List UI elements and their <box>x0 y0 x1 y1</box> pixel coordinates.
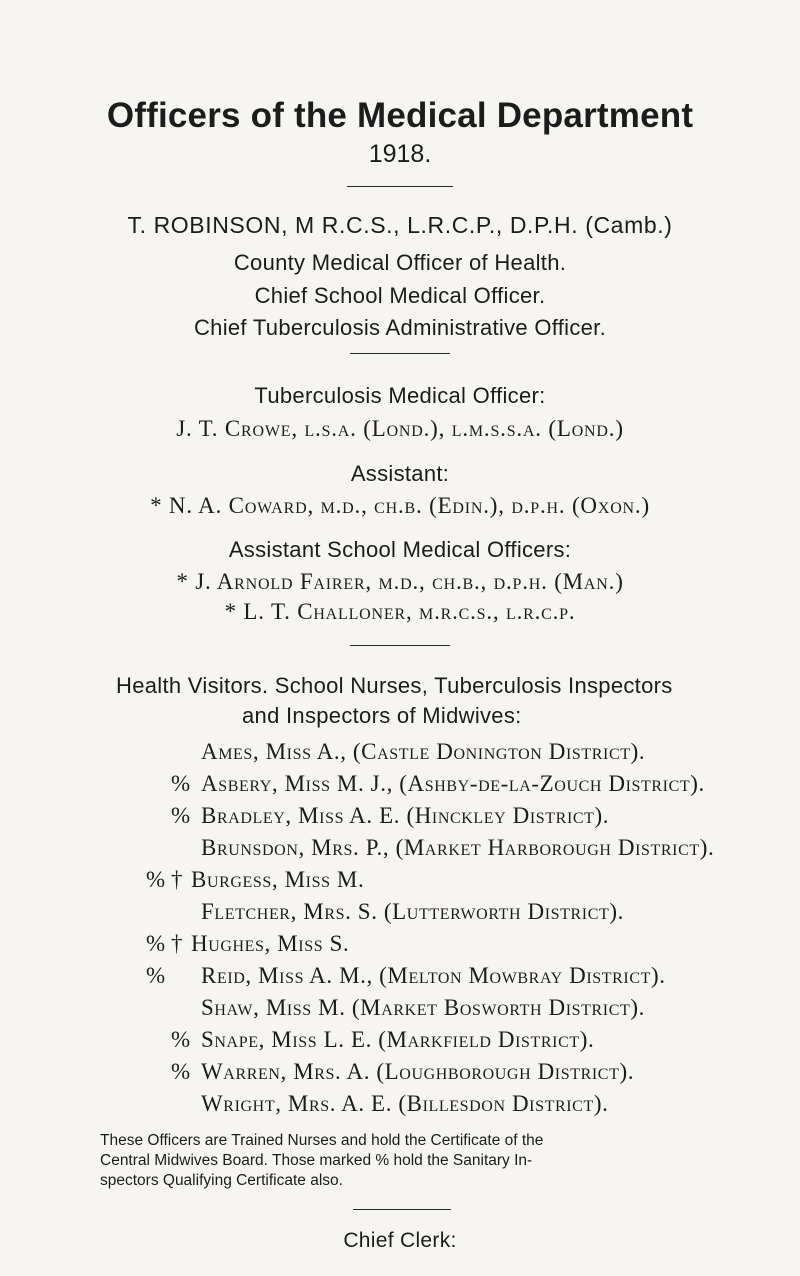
list-item-name: Shaw, Miss M. (Market Bosworth District). <box>201 995 645 1020</box>
note-line: Central Midwives Board. Those marked % hold the Sanitary In- <box>100 1152 533 1169</box>
page-title: Officers of the Medical Department <box>106 96 694 135</box>
chief-officer-role: County Medical Officer of Health. <box>233 250 567 275</box>
list-item-name: Bradley, Miss A. E. (Hinckley District). <box>201 803 610 828</box>
note-line: These Officers are Trained Nurses and hold the Certificate of the <box>100 1132 544 1149</box>
chief-officer-name: T. ROBINSON, M R.C.S., L.R.C.P., D.P.H. (Camb.) <box>127 212 673 238</box>
list-item-mark: % † <box>146 867 183 892</box>
list-item-mark: % <box>171 1059 191 1084</box>
list-item-name: Hughes, Miss S. <box>191 931 350 956</box>
divider <box>347 186 453 187</box>
list-item-mark: % <box>171 803 191 828</box>
list-item-name: Reid, Miss A. M., (Melton Mowbray District). <box>201 963 666 988</box>
list-item-name: Warren, Mrs. A. (Loughborough District). <box>201 1059 635 1084</box>
list-item-mark: % <box>171 771 191 796</box>
tb-officer-name: J. T. Crowe, l.s.a. (Lond.), l.m.s.s.a. (Lond.) <box>176 416 624 441</box>
health-visitors-heading: and Inspectors of Midwives: <box>242 703 522 728</box>
list-item-name: Snape, Miss L. E. (Markfield District). <box>201 1027 595 1052</box>
chief-officer-role: Chief Tuberculosis Administrative Officer. <box>193 315 607 340</box>
chief-clerk-heading: Chief Clerk: <box>343 1229 457 1252</box>
health-visitors-heading: Health Visitors. School Nurses, Tuberculosis Inspectors <box>116 673 673 698</box>
chief-officer-role: Chief School Medical Officer. <box>254 283 546 308</box>
list-item-name: Ames, Miss A., (Castle Donington District). <box>201 739 646 764</box>
list-item-name: Asbery, Miss M. J., (Ashby-de-la-Zouch District). <box>201 771 705 796</box>
tb-officer-heading: Tuberculosis Medical Officer: <box>254 383 546 408</box>
list-item-mark: % <box>171 1027 191 1052</box>
assistant-name: * N. A. Coward, m.d., ch.b. (Edin.), d.p.h. (Oxon.) <box>150 493 650 518</box>
assistant-heading: Assistant: <box>350 461 450 486</box>
school-officers-heading: Assistant School Medical Officers: <box>228 537 572 562</box>
list-item-name: Burgess, Miss M. <box>191 867 365 892</box>
divider <box>350 353 450 354</box>
school-officer-name: * J. Arnold Fairer, m.d., ch.b., d.p.h. (Man.) <box>176 569 624 594</box>
list-item-mark: % <box>146 963 166 988</box>
page-year: 1918. <box>368 140 432 168</box>
list-item-name: Brunsdon, Mrs. P., (Market Harborough District). <box>201 835 715 860</box>
school-officer-name: * L. T. Challoner, m.r.c.s., l.r.c.p. <box>224 599 576 624</box>
note-line: spectors Qualifying Certificate also. <box>100 1172 343 1189</box>
list-item-mark: % † <box>146 931 183 956</box>
divider <box>353 1209 451 1210</box>
list-item-name: Fletcher, Mrs. S. (Lutterworth District). <box>201 899 624 924</box>
divider <box>350 645 450 646</box>
list-item-name: Wright, Mrs. A. E. (Billesdon District). <box>201 1091 609 1116</box>
